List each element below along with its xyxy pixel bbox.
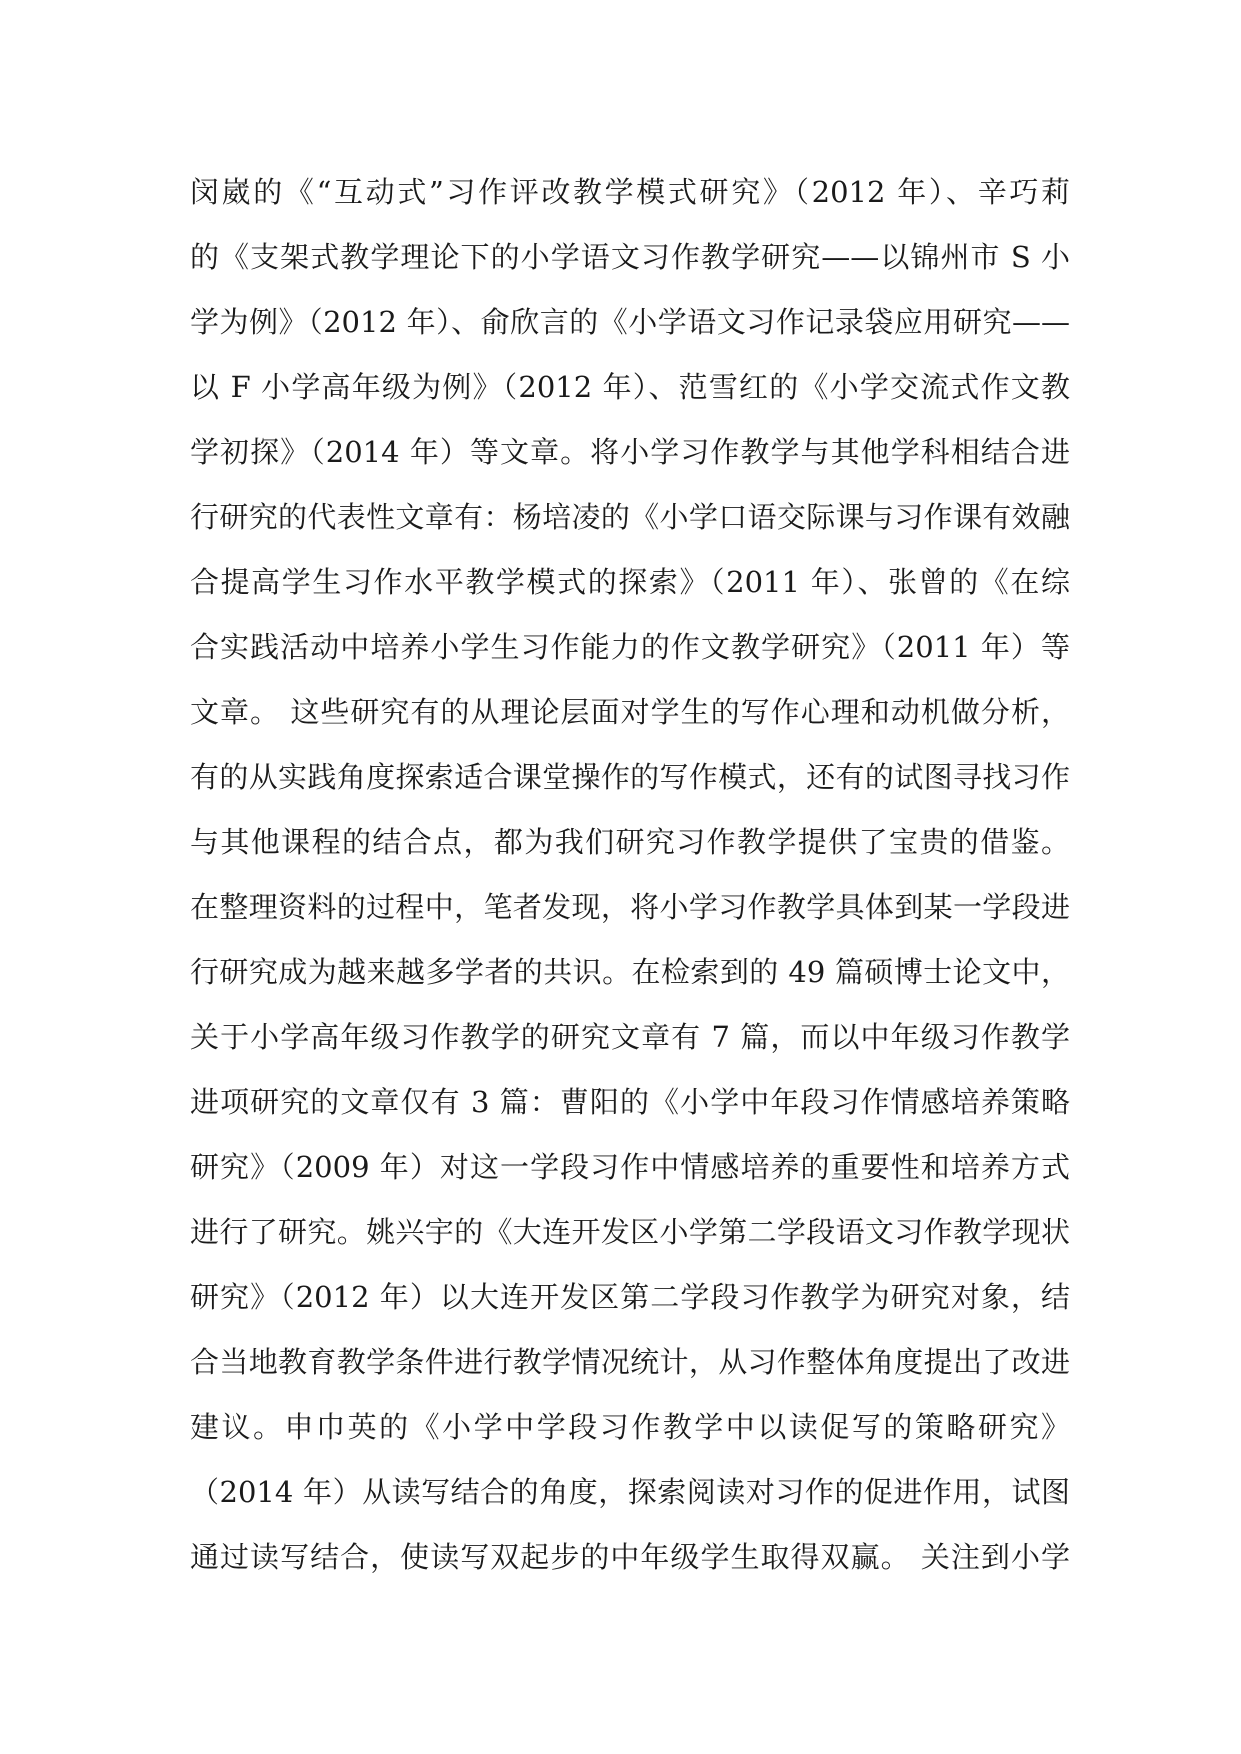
text-line: 研究》（2012 年）以大连开发区第二学段习作教学为研究对象，结 bbox=[190, 1280, 1070, 1314]
text-line: 关于小学高年级习作教学的研究文章有 7 篇，而以中年级习作教学 bbox=[190, 1020, 1070, 1054]
text-line: 进项研究的文章仅有 3 篇：曹阳的《小学中年段习作情感培养策略 bbox=[190, 1085, 1070, 1119]
text-line: 与其他课程的结合点，都为我们研究习作教学提供了宝贵的借鉴。 bbox=[190, 825, 1070, 859]
text-line: 学为例》（2012 年）、俞欣言的《小学语文习作记录袋应用研究—— bbox=[190, 305, 1070, 339]
text-line: 以 F 小学高年级为例》（2012 年）、范雪红的《小学交流式作文教 bbox=[190, 370, 1070, 404]
text-line: （2014 年）从读写结合的角度，探索阅读对习作的促进作用，试图 bbox=[190, 1475, 1070, 1509]
text-line: 学初探》（2014 年）等文章。将小学习作教学与其他学科相结合进 bbox=[190, 435, 1070, 469]
text-line: 的《支架式教学理论下的小学语文习作教学研究——以锦州市 S 小 bbox=[190, 240, 1070, 274]
text-line: 有的从实践角度探索适合课堂操作的写作模式，还有的试图寻找习作 bbox=[190, 760, 1070, 794]
text-line: 合当地教育教学条件进行教学情况统计，从习作整体角度提出了改进 bbox=[190, 1345, 1070, 1379]
text-line: 在整理资料的过程中，笔者发现，将小学习作教学具体到某一学段进 bbox=[190, 890, 1070, 924]
text-line: 研究》（2009 年）对这一学段习作中情感培养的重要性和培养方式 bbox=[190, 1150, 1070, 1184]
text-line: 行研究成为越来越多学者的共识。在检索到的 49 篇硕博士论文中， bbox=[190, 955, 1070, 989]
text-line: 建议。申巾英的《小学中学段习作教学中以读促写的策略研究》 bbox=[190, 1410, 1070, 1444]
text-line: 文章。 这些研究有的从理论层面对学生的写作心理和动机做分析， bbox=[190, 695, 1070, 729]
text-line: 进行了研究。姚兴宇的《大连开发区小学第二学段语文习作教学现状 bbox=[190, 1215, 1070, 1249]
text-line: 合提高学生习作水平教学模式的探索》（2011 年）、张曾的《在综 bbox=[190, 565, 1070, 599]
body-text bbox=[190, 160, 1070, 1590]
text-line: 行研究的代表性文章有：杨培凌的《小学口语交际课与习作课有效融 bbox=[190, 500, 1070, 534]
text-line: 闵崴的《“互动式”习作评改教学模式研究》（2012 年）、辛巧莉 bbox=[190, 175, 1070, 209]
text-line: 合实践活动中培养小学生习作能力的作文教学研究》（2011 年）等 bbox=[190, 630, 1070, 664]
text-line: 通过读写结合，使读写双起步的中年级学生取得双赢。 关注到小学 bbox=[190, 1540, 1070, 1574]
